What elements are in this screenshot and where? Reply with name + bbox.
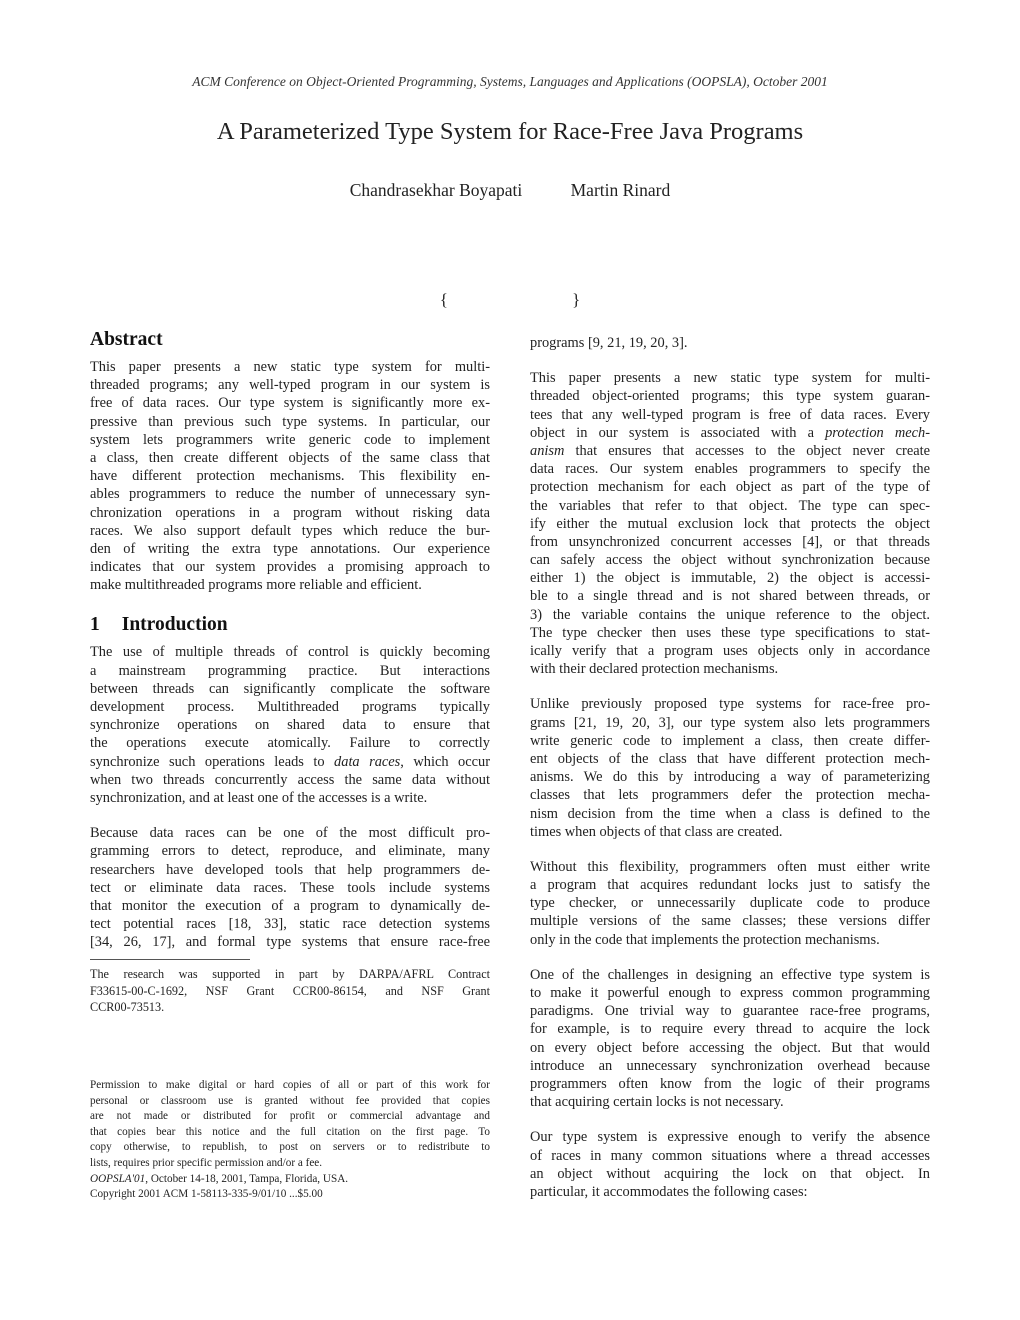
text-line: only in the code that implements the protection mechanisms. [530,931,880,948]
permission-line: Permission to make digital or hard copies of all or part of this work for [90,1079,490,1091]
text-line: that acquiring certain locks is not necessary. [530,1094,784,1111]
text-line: nism decision from the time when a class is defined to the [530,805,930,822]
text-line: have different protection mechanisms. This flexibility en- [90,468,490,485]
text-line: threaded programs; any well-typed program in our system is [90,377,490,394]
email-braces [0,290,1020,310]
text-line: Without this flexibility, programmers often must either write [530,858,930,875]
text-line: programmers often know from the logic of their programs [530,1075,930,1092]
text-line: write generic code to implement a class, then create differ- [530,732,930,749]
text-line: ble to a single thread and is not shared between threads, or [530,588,930,605]
text-line: particular, it accommodates the following cases: [530,1183,808,1200]
text-line: paradigms. One trivial way to guarantee race-free programs, [530,1003,930,1020]
left-column [90,329,490,1015]
text-line: gramming errors to detect, reproduce, and eliminate, many [90,843,490,860]
text-line: data races. Our system enables programmers to specify the [530,461,930,478]
text-line: races. We also support default types which reduce the bur- [90,522,490,539]
section-title: Introduction [121,614,228,636]
text-line: This paper presents a new static type system for multi- [90,359,490,375]
emphasis-protection-mechanism: protection mech- [825,424,930,441]
conference-info: OOPSLA'01, October 14-18, 2001, Tampa, Florida, USA. [90,1172,349,1185]
right-paragraph-3 [530,858,930,949]
text-line: a mainstream programming practice. But interactions [90,662,490,679]
section-heading-introduction [90,614,490,636]
text-line: type checker, or unnecessarily duplicate code to produce [530,895,930,912]
permission-line: personal or classroom use is granted without fee provided that copies [90,1094,490,1107]
text-line: tect or eliminate data races. These tools include systems [90,879,490,896]
emphasis-data-races: data races [334,753,401,770]
text-line: grams [21, 19, 20, 3], our type system also lets programmers [530,714,930,731]
footnote-line: CCR00-73513. [90,999,165,1014]
footnote-rule [90,959,250,960]
text-line: indicates that our system provides a promising approach to [90,559,490,576]
copyright-line: Copyright 2001 ACM 1-58113-335-9/01/10 ...$5.00 [90,1188,323,1201]
right-paragraph-1 [530,369,930,678]
text-line: from unsynchronized concurrent accesses [4], or that threads [530,533,930,550]
text-line: when two threads concurrently access the same data without [90,771,490,788]
text-line: synchronize such operations leads to data races, which occur [90,753,490,770]
abstract-heading: Abstract [90,329,163,350]
text-line: an object without acquiring the lock on that object. In [530,1165,930,1182]
text-line: times when objects of that class are created. [530,823,783,840]
continuation-line: programs [9, 21, 19, 20, 3]. [530,335,688,351]
text-line: The type checker then uses these type specifications to stat- [530,624,930,641]
permission-line: copy otherwise, to republish, to post on servers or to redistribute to [90,1141,490,1154]
section-number: 1 [90,614,100,636]
text-line: classes that lets programmers defer the protection mecha- [530,787,930,804]
permission-line: that copies bear this notice and the full citation on the first page. To [90,1125,490,1138]
permission-line: lists, requires prior specific permission and/or a fee. [90,1156,323,1169]
text-line: researchers have developed tools that help programmers de- [90,861,490,878]
text-line: pressive than previous such type systems. In particular, our [90,413,490,430]
conference-name: OOPSLA'01 [90,1172,146,1185]
text-line: threaded object-oriented programs; this type system guaran- [530,388,930,405]
intro-paragraph-1 [90,643,490,807]
text-line: 3) the variable contains the unique reference to the object. [530,606,930,623]
text-line: One of the challenges in designing an effective type system is [530,966,930,983]
text-line: development process. Multithreaded programs typically [90,699,490,715]
text-line: that monitor the execution of a program to dynamically de- [90,897,490,914]
text-line: Because data races can be one of the most difficult pro- [90,825,490,842]
text-line: the operations execute atomically. Failure to correctly [90,735,490,752]
text-line: free of data races. Our type system is significantly more ex- [90,395,490,412]
text-line: tect potential races [18, 33], static race detection systems [90,916,490,933]
text-line: ables programmers to reduce the number of unnecessary syn- [90,486,490,503]
text-line: system lets programmers write generic code to implement [90,431,490,448]
funding-footnote [90,966,490,1015]
paper-title: A Parameterized Type System for Race-Free Java Programs [216,118,804,145]
text-line: object in our system is associated with a protection mech- [530,424,930,441]
text-line: on every object before accessing the object. But that would [530,1039,930,1056]
text-line: Our type system is expressive enough to verify the absence [530,1129,930,1146]
text-line: a class, then create different objects of the same class that [90,449,490,466]
text-line: for example, is to require every thread to acquire the lock [530,1021,930,1038]
text-line: make multithreaded programs more reliable and efficient. [90,577,422,594]
text-line: ically verify that a program uses objects only in accordance [530,643,930,659]
text-line: chronization operations in a program without risking data [90,504,490,521]
footnote-line: The research was supported in part by DARPA/AFRL Contract [90,967,490,982]
text-line: protection mechanism for each object as part of the type of [530,479,930,496]
intro-paragraph-2 [90,824,490,951]
close-brace: } [572,290,581,309]
text-line: synchronization, and at least one of the accesses is a write. [90,789,428,806]
text-line: ent objects of the class that have different protection mech- [530,750,930,767]
author-name: Chandrasekhar Boyapati [349,180,523,200]
text-line: anism that ensures that accesses to the object never create [530,442,930,459]
right-paragraph-2 [530,695,930,841]
author-name: Martin Rinard [570,180,671,200]
footnote-line: F33615-00-C-1692, NSF Grant CCR00-86154, and NSF Grant [90,983,490,998]
text-line: either 1) the object is immutable, 2) the object is accessi- [530,570,930,587]
text-line: can safely access the object without synchronization because [530,552,930,569]
text-line: the variables that refer to that object. The type can spec- [530,497,930,514]
right-paragraph-5 [530,1128,930,1201]
text-line: of races in many common situations where a thread accesses [530,1147,930,1164]
venue-header: ACM Conference on Object-Oriented Programming, Systems, Languages and Applications (OOPSLA), October 2001 [192,74,828,89]
open-brace: { [439,290,448,309]
text-line: to make it powerful enough to express common programming [530,985,930,1001]
abstract-body [90,358,490,594]
text-line: Unlike previously proposed type systems for race-free pro- [530,696,930,713]
text-line: tees that any well-typed program is free of data races. Every [530,406,930,423]
text-line: between threads can significantly complicate the software [90,680,490,697]
text-line: multiple versions of the same classes; these versions differ [530,913,930,930]
right-column [530,334,930,1218]
text-line: The use of multiple threads of control is quickly becoming [90,644,490,661]
text-line: with their declared protection mechanisms. [530,661,779,678]
text-line: den of writing the extra type annotations. Our experience [90,540,490,557]
permission-notice [90,1078,490,1203]
text-line: This paper presents a new static type system for multi- [530,370,930,387]
text-line: a program that acquires redundant locks just to satisfy the [530,877,930,894]
text-line: anisms. We do this by introducing a way of parameterizing [530,769,930,786]
right-paragraph-4 [530,966,930,1112]
text-line: introduce an unnecessary synchronization overhead because [530,1057,930,1074]
text-line: [34, 26, 17], and formal type systems that ensure race-free [90,934,490,951]
author-list [0,180,1020,201]
text-line: synchronize operations on shared data to ensure that [90,717,490,734]
permission-line: are not made or distributed for profit or commercial advantage and [90,1110,490,1123]
text-line: ify either the mutual exclusion lock that protects the object [530,515,930,532]
